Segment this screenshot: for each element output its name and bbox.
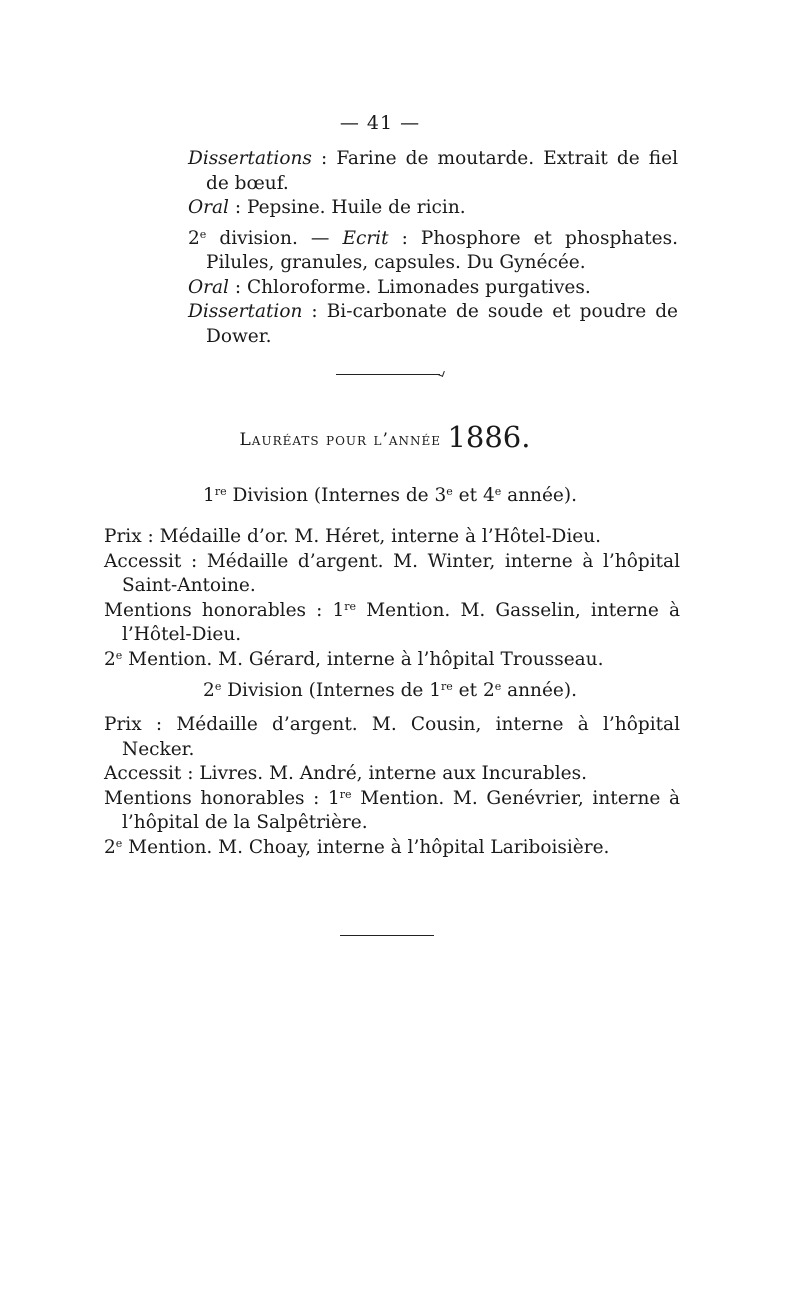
- mention-number: 2: [104, 836, 116, 858]
- accessit-line: Accessit : Médaille d’argent. M. Winter, interne à l’hôpital Saint-Antoine.: [104, 550, 680, 596]
- ordinal-suffix: re: [344, 599, 357, 613]
- section-divider: [336, 374, 440, 375]
- oral-text-1: Pepsine. Huile de ricin.: [246, 197, 466, 218]
- mention-text: Mention. M. Choay, interne à l’hôpital Lariboisière.: [122, 836, 610, 858]
- division-word: division. —: [206, 227, 343, 249]
- second-mention-line: [104, 836, 680, 861]
- exam-subjects-block: [188, 147, 678, 349]
- laureates-heading: [0, 420, 770, 454]
- oral-label-1: Oral: [188, 197, 229, 218]
- ordinal-suffix: e: [494, 680, 502, 693]
- division-2-title: [0, 680, 780, 701]
- division-1-laureates: [104, 525, 680, 672]
- prix-line: Prix : Médaille d’or. M. Héret, interne à l’Hôtel-Dieu.: [104, 526, 602, 547]
- mentions-line: [104, 787, 680, 836]
- end-divider: [340, 935, 434, 936]
- ordinal-suffix: e: [115, 648, 123, 662]
- second-mention-line: [104, 648, 680, 673]
- heading-year: 1886.: [447, 420, 531, 454]
- oral-line-2: [188, 276, 678, 301]
- separator: :: [228, 197, 247, 218]
- mention-text: Mention. M. Gérard, interne à l’hôpital Trousseau.: [122, 648, 604, 670]
- oral-label-2: Oral: [188, 276, 229, 298]
- ecrit-label: Ecrit: [342, 227, 389, 249]
- ordinal-suffix: e: [214, 680, 222, 693]
- division-1-title: [0, 485, 780, 506]
- ordinal-suffix: e: [494, 485, 502, 498]
- page-number: — 41 —: [339, 112, 421, 134]
- mention-number: 2: [104, 648, 116, 670]
- division-2-laureates: [104, 713, 680, 860]
- division-number: 2: [203, 680, 215, 701]
- mentions-text: Mention. M. Genévrier, interne à l’hôpital de la Salpêtrière.: [122, 787, 681, 833]
- division-text: et 2: [452, 680, 495, 701]
- dissertation-text: : Bi-carbonate de soude et poudre de Dower.: [206, 301, 678, 347]
- ecrit-text: : Phosphore et phosphates. Pilules, granules, capsules. Du Gynécée.: [206, 227, 678, 273]
- ordinal-suffix: re: [339, 787, 352, 801]
- division-text: année).: [501, 680, 577, 701]
- dissertations-line: [188, 147, 678, 196]
- division-text: Division (Internes de 1: [221, 680, 442, 701]
- heading-text: Lauréats pour l’année: [239, 430, 448, 450]
- dissertations-text: Farine de moutarde. Extrait de fiel de bœuf.: [206, 148, 679, 194]
- division-number: 1: [203, 485, 215, 506]
- second-division-line: [188, 227, 678, 276]
- ordinal-suffix: e: [115, 836, 123, 850]
- dissertations-label: Dissertations: [188, 148, 312, 169]
- mentions-text: Mentions honorables : 1: [104, 787, 340, 809]
- division-text: année).: [501, 485, 577, 506]
- ordinal-suffix: e: [199, 227, 207, 241]
- mentions-line: [104, 599, 680, 648]
- ordinal-suffix: e: [446, 485, 453, 498]
- dissertation-label: Dissertation: [188, 301, 303, 322]
- prix-line: Prix : Médaille d’argent. M. Cousin, interne à l’hôpital Necker.: [104, 714, 680, 760]
- oral-line-1: [188, 196, 678, 221]
- ordinal-suffix: re: [214, 485, 227, 498]
- mentions-text: Mention. M. Gasselin, interne à l’Hôtel-Dieu.: [122, 599, 680, 645]
- accessit-line: Accessit : Livres. M. André, interne aux Incurables.: [104, 763, 587, 784]
- oral-text-2: : Chloroforme. Limonades purgatives.: [228, 276, 591, 298]
- ordinal-suffix: re: [441, 680, 453, 693]
- division-text: et 4: [452, 485, 495, 506]
- mentions-text: Mentions honorables : 1: [104, 599, 345, 621]
- dissertation-line: [188, 300, 678, 349]
- division-number: 2: [188, 227, 200, 249]
- separator: :: [311, 148, 337, 169]
- division-text: Division (Internes de 3: [226, 485, 447, 506]
